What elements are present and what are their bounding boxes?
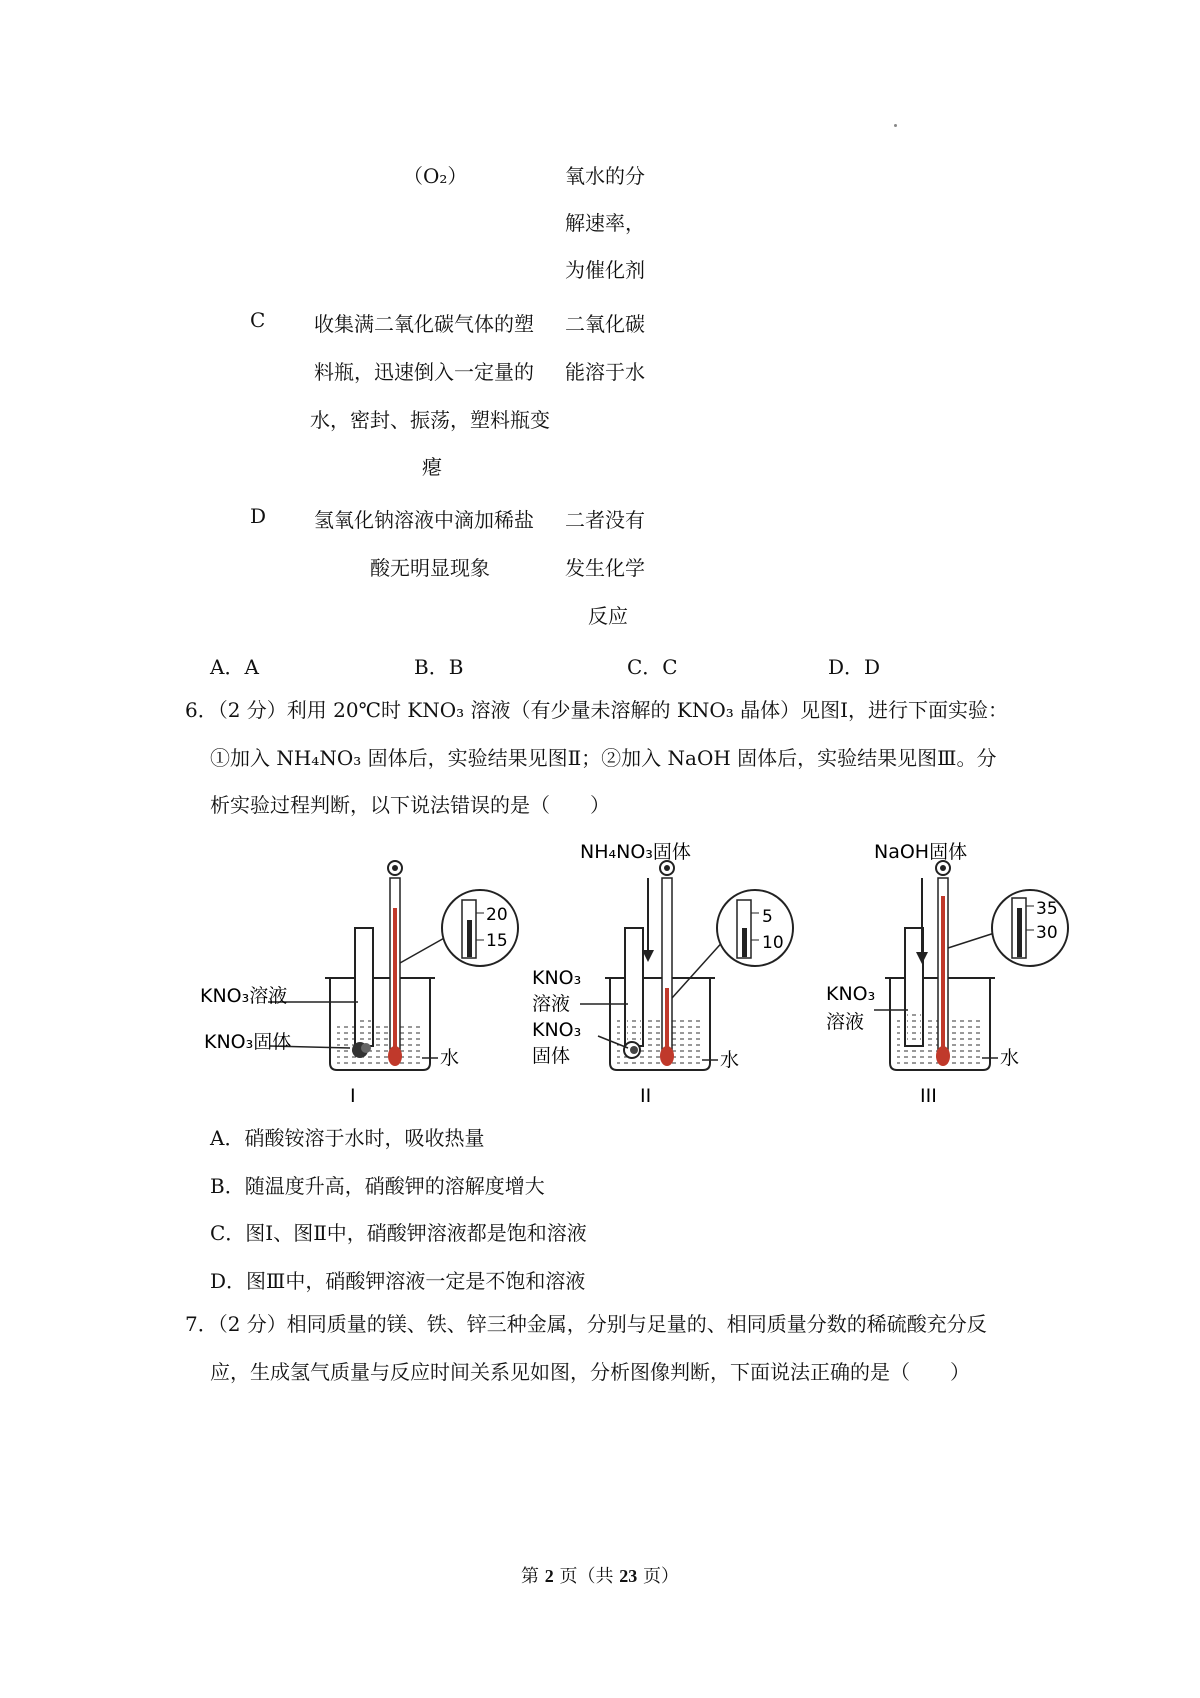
label-water-1: 水 [440, 1047, 460, 1069]
figure-numeral-1: I [350, 1085, 356, 1107]
footer-prefix: 第 [521, 1566, 545, 1587]
footer-suffix: 页） [637, 1566, 679, 1587]
label-solution-3a: KNO₃ [826, 983, 876, 1005]
page-footer [0, 1562, 1200, 1588]
row-c-operation-line-4: 瘪 [422, 455, 442, 479]
q6-stem-line-3: 析实验过程判断，以下说法错误的是（ ） [210, 793, 610, 817]
row-c-operation-line-2: 料瓶，迅速倒入一定量的 [314, 360, 534, 384]
row-d-conclusion-line-1: 二者没有 [565, 508, 645, 532]
row-b-conclusion-line-2: 解速率， [565, 211, 645, 235]
q5-option-d[interactable]: D．D [828, 655, 881, 679]
row-c-operation-line-3: 水，密封、振荡，塑料瓶变 [310, 408, 550, 432]
footer-middle: 页（共 [553, 1566, 620, 1587]
scale-3-bottom: 30 [1036, 923, 1058, 943]
row-b-reagent: （O₂） [403, 164, 468, 188]
magnified-scale-1 [442, 890, 518, 966]
label-added-nh4no3: NH₄NO₃固体 [580, 841, 691, 863]
scale-1-bottom: 15 [486, 931, 508, 951]
label-water-2: 水 [720, 1049, 740, 1071]
row-c-conclusion-line-2: 能溶于水 [565, 360, 645, 384]
label-solution-2a: KNO₃ [532, 967, 582, 989]
scale-2-bottom: 10 [762, 933, 784, 953]
scale-1-top: 20 [486, 905, 508, 925]
figure-numeral-2: II [640, 1085, 652, 1107]
row-b-conclusion-line-1: 氧水的分 [565, 164, 645, 188]
label-solution-2b: 溶液 [532, 993, 571, 1015]
water-1 [337, 1023, 423, 1067]
row-d-operation-line-1: 氢氧化钠溶液中滴加稀盐 [314, 508, 534, 532]
footer-page-number: 2 [544, 1566, 554, 1586]
figure-numeral-3: III [920, 1085, 937, 1107]
label-water-3: 水 [1000, 1047, 1020, 1069]
label-solution-3b: 溶液 [826, 1011, 865, 1033]
row-d-conclusion-line-3: 反应 [588, 604, 628, 628]
q6-stem-line-1: 6．（2 分）利用 20℃时 KNO₃ 溶液（有少量未溶解的 KNO₃ 晶体）见图Ⅰ，进行下面实验： [185, 698, 1009, 722]
footer-total-pages: 23 [619, 1566, 638, 1586]
q6-option-b[interactable]: B．随温度升高，硝酸钾的溶解度增大 [210, 1174, 545, 1198]
row-d-conclusion-line-2: 发生化学 [565, 556, 645, 580]
scale-2-top: 5 [762, 907, 773, 927]
scale-3-top: 35 [1036, 899, 1058, 919]
q6-stem-line-2: ①加入 NH₄NO₃ 固体后，实验结果见图Ⅱ；②加入 NaOH 固体后，实验结果见图Ⅲ。分 [210, 746, 997, 770]
label-solution-1: KNO₃溶液 [200, 985, 288, 1007]
q6-option-d[interactable]: D．图Ⅲ中，硝酸钾溶液一定是不饱和溶液 [210, 1269, 586, 1293]
row-c-conclusion-line-1: 二氧化碳 [565, 312, 645, 336]
row-d-operation-line-2: 酸无明显现象 [370, 556, 490, 580]
row-c-operation-line-1: 收集满二氧化碳气体的塑 [314, 312, 534, 336]
label-solid-1: KNO₃固体 [204, 1031, 292, 1053]
q7-stem-line-2: 应，生成氢气质量与反应时间关系见如图，分析图像判断，下面说法正确的是（ ） [210, 1360, 970, 1384]
label-added-naoh: NaOH固体 [874, 841, 968, 863]
q5-option-a[interactable]: A．A [210, 655, 259, 679]
magnified-scale-2 [717, 890, 793, 966]
q6-option-c[interactable]: C．图Ⅰ、图Ⅱ中，硝酸钾溶液都是饱和溶液 [210, 1221, 587, 1245]
q5-option-b[interactable]: B．B [414, 655, 464, 679]
q7-stem-line-1: 7．（2 分）相同质量的镁、铁、锌三种金属，分别与足量的、相同质量分数的稀硫酸充分反 [185, 1312, 987, 1336]
row-c-label: C [250, 308, 266, 332]
row-d-label: D [250, 504, 267, 528]
panel-3 [826, 841, 1068, 1107]
row-b-conclusion-line-3: 为催化剂 [565, 258, 645, 282]
q6-experiment-figure [200, 838, 1100, 1108]
stray-dot [894, 124, 897, 127]
q6-option-a[interactable]: A．硝酸铵溶于水时，吸收热量 [210, 1126, 485, 1150]
label-solid-2a: KNO₃ [532, 1019, 582, 1041]
panel-1 [200, 861, 518, 1107]
q5-option-c[interactable]: C．C [627, 655, 678, 679]
panel-2 [532, 841, 793, 1107]
label-solid-2b: 固体 [532, 1045, 571, 1067]
